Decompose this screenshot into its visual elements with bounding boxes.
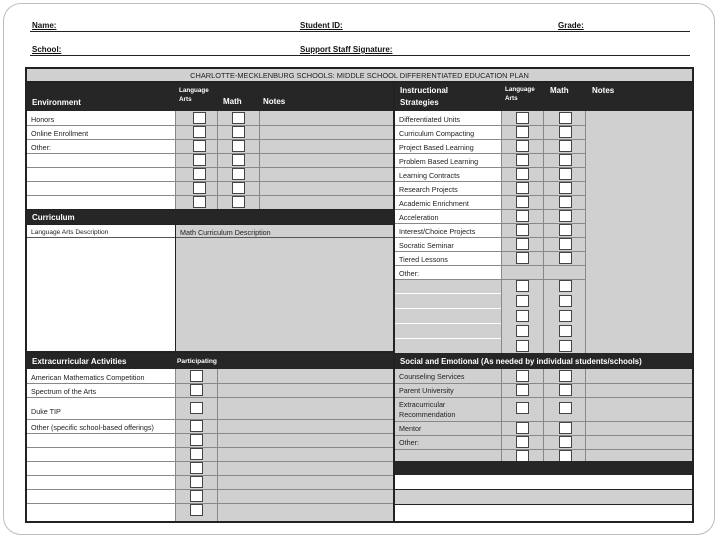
env-la-checkbox[interactable]: [193, 140, 206, 152]
grade-label: Grade:: [558, 21, 584, 30]
env-item-other: Other:: [31, 143, 51, 152]
social-math-checkbox[interactable]: [559, 370, 572, 382]
participating-checkbox[interactable]: [190, 420, 203, 432]
inst-math-checkbox[interactable]: [559, 154, 572, 166]
instructional-grid: [395, 111, 692, 353]
inst-la-checkbox[interactable]: [516, 112, 529, 124]
participating-col: Participating: [177, 358, 217, 365]
math-description-label: Math Curriculum Description: [180, 228, 271, 237]
inst-la-checkbox[interactable]: [516, 252, 529, 264]
env-la-checkbox[interactable]: [193, 182, 206, 194]
inst-math-checkbox[interactable]: [559, 310, 572, 322]
inst-la-checkbox[interactable]: [516, 154, 529, 166]
inst-math-checkbox[interactable]: [559, 168, 572, 180]
social-emotional-heading: Social and Emotional (As needed by individual students/schools): [400, 357, 642, 366]
env-math-checkbox[interactable]: [232, 126, 245, 138]
name-line[interactable]: [30, 31, 690, 32]
environment-heading: Environment: [32, 98, 81, 107]
participating-checkbox[interactable]: [190, 384, 203, 396]
env-la-checkbox[interactable]: [193, 112, 206, 124]
inst-item: Socratic Seminar: [399, 241, 454, 250]
env-math-checkbox[interactable]: [232, 154, 245, 166]
participating-checkbox[interactable]: [190, 402, 203, 414]
participating-checkbox[interactable]: [190, 370, 203, 382]
participating-checkbox[interactable]: [190, 490, 203, 502]
environment-grid: [27, 111, 393, 209]
instructional-header: [395, 83, 692, 111]
env-la-checkbox[interactable]: [193, 154, 206, 166]
extra-item-other: Other (specific school-based offerings): [31, 423, 154, 432]
social-la-checkbox[interactable]: [516, 422, 529, 434]
social-la-checkbox[interactable]: [516, 370, 529, 382]
inst-la-checkbox[interactable]: [516, 295, 529, 307]
education-plan-form: [25, 67, 694, 523]
bottom-right-line[interactable]: [395, 505, 692, 521]
inst-item: Interest/Choice Projects: [399, 227, 476, 236]
inst-item: Learning Contracts: [399, 171, 460, 180]
env-la-checkbox[interactable]: [193, 196, 206, 208]
instructional-heading-1: Instructional: [400, 86, 449, 95]
inst-math-checkbox[interactable]: [559, 140, 572, 152]
env-col-la-1: Language: [179, 87, 209, 94]
inst-la-checkbox[interactable]: [516, 238, 529, 250]
social-math-checkbox[interactable]: [559, 384, 572, 396]
social-la-checkbox[interactable]: [516, 402, 529, 414]
participating-checkbox[interactable]: [190, 462, 203, 474]
inst-item: Differentiated Units: [399, 115, 460, 124]
bottom-right-line[interactable]: [395, 475, 692, 489]
social-item: Extracurricular: [399, 400, 446, 409]
inst-col-la-1: Language: [505, 86, 535, 93]
social-item: Parent University: [399, 386, 454, 395]
inst-math-checkbox[interactable]: [559, 325, 572, 337]
inst-math-checkbox[interactable]: [559, 238, 572, 250]
participating-checkbox[interactable]: [190, 476, 203, 488]
inst-math-checkbox[interactable]: [559, 196, 572, 208]
env-math-checkbox[interactable]: [232, 168, 245, 180]
env-la-checkbox[interactable]: [193, 168, 206, 180]
social-math-checkbox[interactable]: [559, 422, 572, 434]
extracurricular-header: [27, 353, 393, 369]
inst-math-checkbox[interactable]: [559, 182, 572, 194]
env-math-checkbox[interactable]: [232, 140, 245, 152]
signature-label: Support Staff Signature:: [300, 45, 393, 54]
inst-la-checkbox[interactable]: [516, 224, 529, 236]
instructional-heading-2: Strategies: [400, 98, 439, 107]
inst-math-checkbox[interactable]: [559, 224, 572, 236]
inst-math-checkbox[interactable]: [559, 126, 572, 138]
school-line[interactable]: [30, 55, 690, 56]
env-math-checkbox[interactable]: [232, 196, 245, 208]
bottom-right-line[interactable]: [395, 490, 692, 504]
participating-checkbox[interactable]: [190, 448, 203, 460]
la-description-label: Language Arts Description: [31, 229, 109, 236]
participating-checkbox[interactable]: [190, 504, 203, 516]
inst-la-checkbox[interactable]: [516, 126, 529, 138]
inst-la-checkbox[interactable]: [516, 280, 529, 292]
inst-la-checkbox[interactable]: [516, 310, 529, 322]
env-math-checkbox[interactable]: [232, 182, 245, 194]
extracurricular-grid: [27, 369, 393, 521]
env-item-honors: Honors: [31, 115, 55, 124]
math-description-area[interactable]: [176, 225, 393, 351]
inst-la-checkbox[interactable]: [516, 196, 529, 208]
inst-item: Curriculum Compacting: [399, 129, 475, 138]
inst-la-checkbox[interactable]: [516, 168, 529, 180]
inst-math-checkbox[interactable]: [559, 252, 572, 264]
inst-item: Acceleration: [399, 213, 439, 222]
form-title: CHARLOTTE-MECKLENBURG SCHOOLS: MIDDLE SCHOOL DIFFERENTIATED EDUCATION PLAN: [190, 71, 529, 80]
participating-checkbox[interactable]: [190, 434, 203, 446]
environment-header: [27, 83, 393, 111]
curriculum-heading: Curriculum: [32, 213, 75, 222]
social-la-checkbox[interactable]: [516, 436, 529, 448]
social-item: Recommendation: [399, 410, 456, 419]
env-col-math: Math: [223, 97, 242, 106]
social-la-checkbox[interactable]: [516, 384, 529, 396]
inst-item: Tiered Lessons: [399, 255, 448, 264]
inst-math-checkbox[interactable]: [559, 210, 572, 222]
student-id-label: Student ID:: [300, 21, 343, 30]
social-emotional-grid: [395, 369, 692, 461]
social-emotional-header: [395, 353, 692, 369]
inst-la-checkbox[interactable]: [516, 182, 529, 194]
school-label: School:: [32, 45, 62, 54]
bottom-right-divider: [395, 461, 692, 475]
inst-math-checkbox[interactable]: [559, 295, 572, 307]
inst-la-checkbox[interactable]: [516, 325, 529, 337]
env-math-checkbox[interactable]: [232, 112, 245, 124]
inst-item: Academic Enrichment: [399, 199, 469, 208]
inst-col-la-2: Arts: [505, 95, 518, 102]
inst-item: Other:: [399, 269, 419, 278]
social-math-checkbox[interactable]: [559, 402, 572, 414]
extra-item-amc: American Mathematics Competition: [31, 373, 145, 382]
extra-item-spectrum: Spectrum of the Arts: [31, 387, 97, 396]
env-item-online: Online Enrollment: [31, 129, 89, 138]
inst-col-math: Math: [550, 86, 569, 95]
social-item: Other:: [399, 438, 419, 447]
extracurricular-heading: Extracurricular Activities: [32, 357, 127, 366]
curriculum-header: [27, 210, 393, 224]
inst-item: Project Based Learning: [399, 143, 474, 152]
form-title-bar: [27, 69, 692, 81]
inst-la-checkbox[interactable]: [516, 210, 529, 222]
inst-math-checkbox[interactable]: [559, 112, 572, 124]
inst-la-checkbox[interactable]: [516, 140, 529, 152]
env-col-notes: Notes: [263, 97, 286, 106]
inst-la-checkbox[interactable]: [516, 340, 529, 352]
inst-item: Problem Based Learning: [399, 157, 479, 166]
inst-math-checkbox[interactable]: [559, 280, 572, 292]
inst-item: Research Projects: [399, 185, 458, 194]
la-description-area[interactable]: [27, 225, 175, 351]
inst-math-checkbox[interactable]: [559, 340, 572, 352]
social-math-checkbox[interactable]: [559, 436, 572, 448]
social-item: Mentor: [399, 424, 422, 433]
name-label: Name:: [32, 21, 57, 30]
env-col-la-2: Arts: [179, 96, 192, 103]
env-la-checkbox[interactable]: [193, 126, 206, 138]
inst-col-notes: Notes: [592, 86, 615, 95]
extra-item-duke-tip: Duke TIP: [31, 407, 61, 416]
social-item: Counseling Services: [399, 372, 465, 381]
